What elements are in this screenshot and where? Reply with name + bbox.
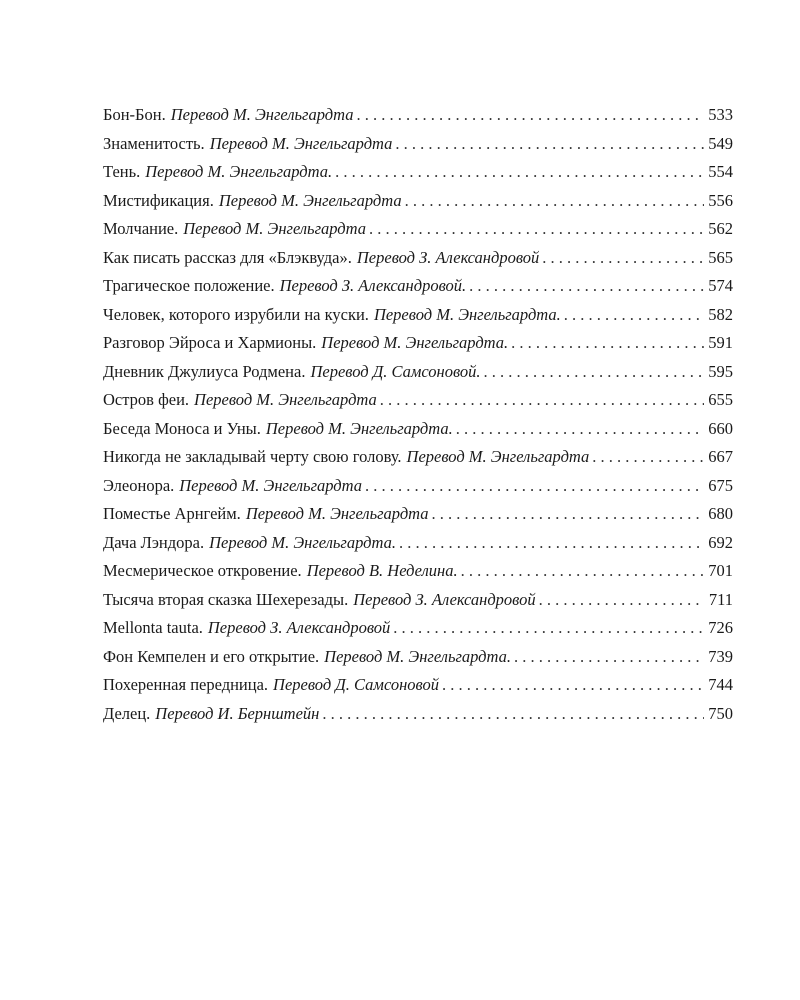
toc-translator: Перевод Д. Самсоновой: [273, 675, 439, 694]
toc-title: Бон-Бон.: [103, 105, 166, 124]
toc-title: Молчание.: [103, 219, 179, 238]
toc-title: Человек, которого изрубили на куски.: [103, 304, 369, 324]
toc-page-number: 565: [708, 247, 733, 267]
dot-leader: [365, 472, 704, 501]
toc-translator: Перевод М. Энгельгардта.: [321, 333, 509, 352]
toc-page-number: 701: [708, 561, 733, 580]
dot-leader: [511, 329, 704, 358]
dot-leader: [322, 700, 704, 729]
toc-translator: Перевод М. Энгельгардта: [245, 504, 429, 523]
dot-leader: [432, 500, 704, 529]
toc-title: Беседа Моноса и Уны.: [103, 418, 261, 438]
toc-title: Мистификация.: [103, 190, 214, 210]
toc-translator: Перевод З. Александровой: [356, 247, 540, 267]
toc-entry[interactable]: [103, 443, 733, 472]
dot-leader: [369, 215, 704, 244]
toc-translator: Перевод М. Энгельгардта: [183, 219, 366, 238]
dot-leader: [592, 443, 704, 472]
dot-leader: [405, 187, 704, 216]
toc-page-number: 574: [708, 276, 733, 295]
toc-entry[interactable]: [103, 329, 733, 358]
toc-entry[interactable]: [103, 244, 733, 273]
toc-translator: Перевод М. Энгельгардта: [179, 475, 362, 495]
toc-title: Трагическое положение.: [103, 276, 275, 295]
toc-entry[interactable]: [103, 500, 733, 529]
toc-entry[interactable]: [103, 386, 733, 415]
toc-title: Поместье Арнгейм.: [103, 504, 241, 523]
toc-entry[interactable]: [103, 529, 733, 558]
toc-title: Разговор Эйроса и Хармионы.: [103, 333, 317, 352]
toc-entry[interactable]: [103, 130, 733, 159]
dot-leader: [399, 529, 704, 558]
toc-entry[interactable]: [103, 215, 733, 244]
toc-page-number: 711: [708, 589, 733, 609]
toc-translator: Перевод М. Энгельгардта.: [373, 304, 561, 324]
toc-entry[interactable]: [103, 614, 733, 643]
toc-translator: Перевод М. Энгельгардта.: [324, 646, 512, 666]
toc-title: Тень.: [103, 162, 141, 181]
toc-translator: Перевод М. Энгельгардта.: [209, 532, 396, 552]
toc-title: Никогда не закладывай черту свою голову.: [103, 447, 402, 466]
toc-page-number: 667: [708, 447, 733, 466]
toc-page-number: 595: [708, 361, 733, 381]
toc-page-number: 750: [708, 703, 733, 723]
toc-page-number: 591: [708, 333, 733, 352]
dot-leader: [456, 415, 704, 444]
toc-translator: Перевод З. Александровой: [353, 589, 536, 609]
toc-entry[interactable]: [103, 643, 733, 672]
toc-page-number: 556: [708, 190, 733, 210]
toc-translator: Перевод М. Энгельгардта: [209, 133, 393, 153]
toc-entry[interactable]: [103, 415, 733, 444]
toc-translator: Перевод И. Бернштейн: [155, 703, 320, 723]
toc-entry[interactable]: [103, 671, 733, 700]
toc-translator: Перевод М. Энгельгардта: [406, 447, 590, 466]
toc-translator: Перевод М. Энгельгардта: [170, 105, 354, 124]
toc-page-number: 533: [708, 105, 733, 124]
dot-leader: [484, 358, 704, 387]
dot-leader: [395, 130, 704, 159]
toc-translator: Перевод Д. Самсоновой.: [310, 361, 481, 381]
toc-translator: Перевод М. Энгельгардта.: [145, 162, 333, 181]
toc-page-number: 549: [708, 133, 733, 153]
toc-translator: Перевод З. Александровой: [207, 618, 391, 637]
toc-page-number: 582: [708, 304, 733, 324]
toc-title: Как писать рассказ для «Блэквуда».: [103, 247, 352, 267]
toc-title: Дневник Джулиуса Родмена.: [103, 361, 306, 381]
toc-page-number: 562: [708, 219, 733, 238]
toc-entry[interactable]: [103, 301, 733, 330]
toc-title: Делец.: [103, 703, 151, 723]
toc-entry[interactable]: [103, 358, 733, 387]
toc-title: Остров феи.: [103, 390, 190, 409]
dot-leader: [380, 386, 704, 415]
dot-leader: [564, 301, 704, 330]
dot-leader: [469, 272, 704, 301]
dot-leader: [461, 557, 704, 586]
toc-title: Mellonta tauta.: [103, 618, 203, 637]
toc-page-number: 660: [708, 418, 733, 438]
toc-entry[interactable]: [103, 700, 733, 729]
toc-translator: Перевод М. Энгельгардта: [218, 190, 402, 210]
toc-entry[interactable]: [103, 557, 733, 586]
toc-page-number: 744: [708, 675, 733, 694]
toc-page-number: 655: [708, 390, 733, 409]
toc-page-number: 675: [708, 475, 733, 495]
toc-translator: Перевод З. Александровой.: [279, 276, 467, 295]
toc-page-number: 726: [708, 618, 733, 637]
dot-leader: [542, 244, 704, 273]
toc-translator: Перевод М. Энгельгардта: [194, 390, 377, 409]
toc-page-number: 554: [708, 162, 733, 181]
toc-title: Знаменитость.: [103, 133, 205, 153]
toc-page-number: 692: [708, 532, 733, 552]
dot-leader: [442, 671, 704, 700]
dot-leader: [514, 643, 704, 672]
toc-title: Дача Лэндора.: [103, 532, 205, 552]
toc-entry[interactable]: [103, 187, 733, 216]
toc-entry[interactable]: [103, 472, 733, 501]
toc-translator: Перевод В. Неделина.: [306, 561, 458, 580]
dot-leader: [539, 586, 704, 615]
toc-title: Похеренная передница.: [103, 675, 269, 694]
toc-page-number: 680: [708, 504, 733, 523]
toc-title: Месмерическое откровение.: [103, 561, 302, 580]
toc-title: Элеонора.: [103, 475, 175, 495]
toc-page-number: 739: [708, 646, 733, 666]
dot-leader: [356, 101, 704, 130]
toc-title: Тысяча вторая сказка Шехерезады.: [103, 589, 349, 609]
toc-entry[interactable]: [103, 158, 733, 187]
toc-title: Фон Кемпелен и его открытие.: [103, 646, 320, 666]
table-of-contents: [103, 101, 733, 728]
dot-leader: [393, 614, 704, 643]
toc-translator: Перевод М. Энгельгардта.: [265, 418, 453, 438]
toc-entry[interactable]: [103, 272, 733, 301]
toc-entry[interactable]: [103, 101, 733, 130]
toc-entry[interactable]: [103, 586, 733, 615]
dot-leader: [335, 158, 704, 187]
